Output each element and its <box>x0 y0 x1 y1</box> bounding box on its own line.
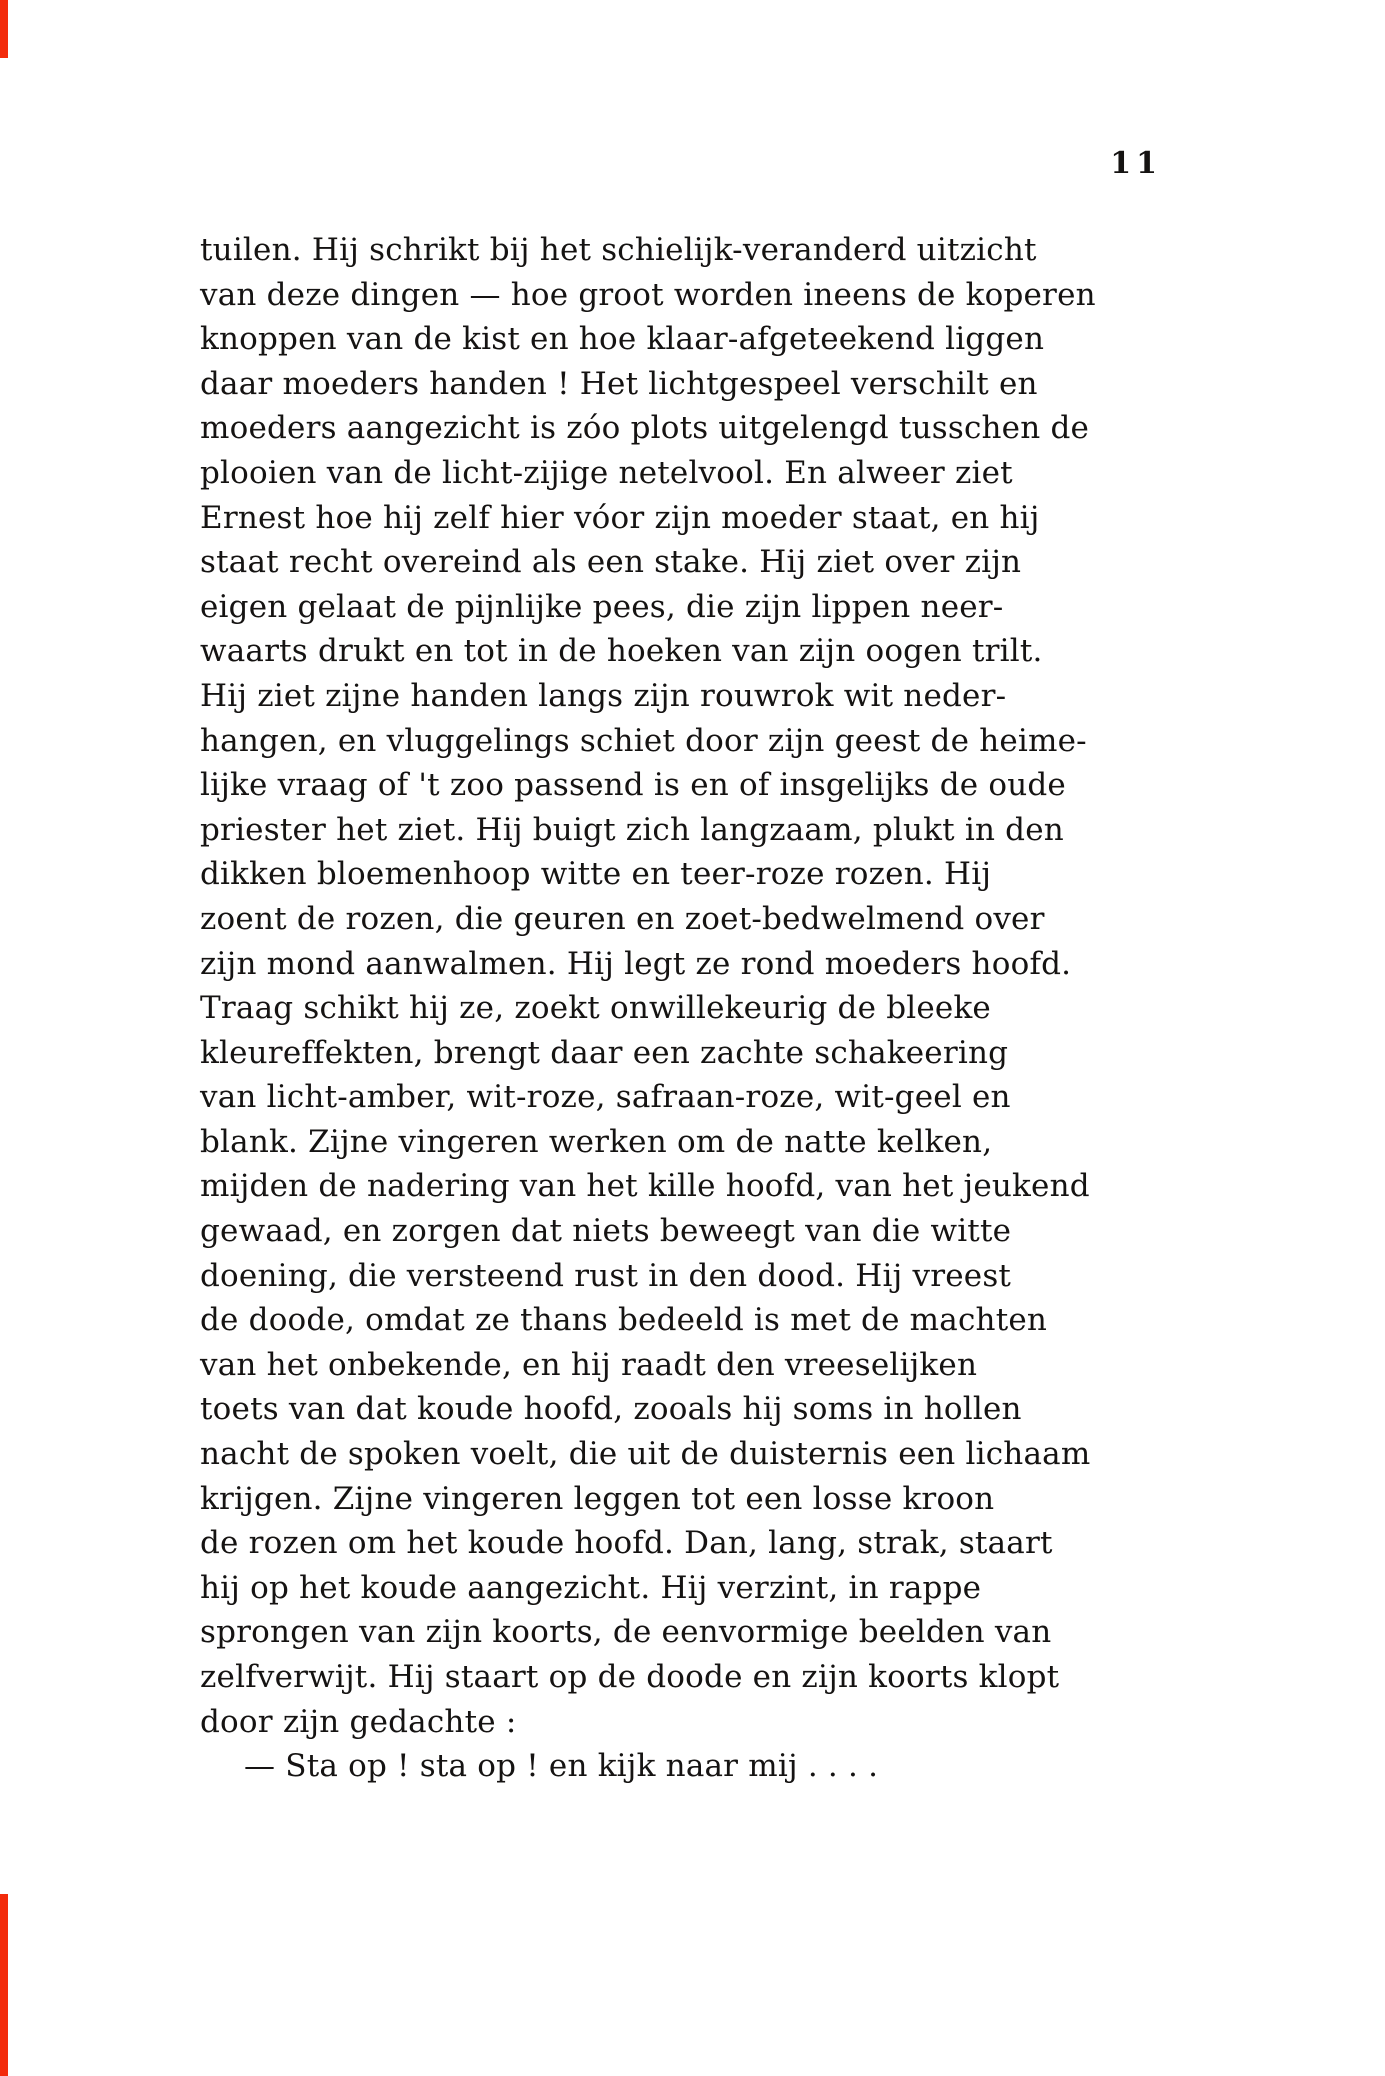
text-line: nacht de spoken voelt, die uit de duisternis een lichaam <box>200 1436 1091 1473</box>
text-line: Hij ziet zijne handen langs zijn rouwrok wit neder- <box>200 677 1007 714</box>
text-line: hangen, en vluggelings schiet door zijn geest de heime- <box>200 722 1087 759</box>
scan-artifact-top-left <box>0 0 8 58</box>
text-line: mijden de nadering van het kille hoofd, van het jeukend <box>200 1168 1090 1205</box>
text-line: Traag schikt hij ze, zoekt onwillekeurig de bleeke <box>200 990 991 1027</box>
text-line: van deze dingen — hoe groot worden ineens de koperen <box>200 276 1096 313</box>
text-line: hij op het koude aangezicht. Hij verzint, in rappe <box>200 1569 982 1606</box>
text-line: tuilen. Hij schrikt bij het schielijk-veranderd uitzicht <box>200 232 1037 268</box>
text-line: kleureffekten, brengt daar een zachte schakeering <box>200 1034 1009 1071</box>
text-line: eigen gelaat de pijnlijke pees, die zijn lippen neer- <box>200 588 1004 625</box>
text-line: de doode, omdat ze thans bedeeld is met de machten <box>200 1302 1048 1339</box>
text-line: staat recht overeind als een stake. Hij ziet over zijn <box>200 544 1022 581</box>
text-line: van licht-amber, wit-roze, safraan-roze, wit-geel en <box>200 1079 1011 1116</box>
text-line: zoent de rozen, die geuren en zoet-bedwelmend over <box>200 900 1045 937</box>
text-line: doening, die versteend rust in den dood. Hij vreest <box>200 1257 1012 1294</box>
page-number: 11 <box>1110 146 1162 181</box>
text-line: moeders aangezicht is zóo plots uitgelengd tusschen de <box>200 410 1090 447</box>
text-line: dikken bloemenhoop witte en teer-roze rozen. Hij <box>200 856 992 893</box>
text-line: Ernest hoe hij zelf hier vóor zijn moeder staat, en hij <box>200 499 1040 536</box>
text-line: plooien van de licht-zijige netelvool. En alweer ziet <box>200 454 1013 491</box>
text-line: van het onbekende, en hij raadt den vreeselijken <box>200 1346 978 1383</box>
text-line: priester het ziet. Hij buigt zich langzaam, plukt in den <box>200 811 1064 848</box>
text-line: daar moeders handen ! Het lichtgespeel verschilt en <box>200 365 1038 402</box>
text-line: waarts drukt en tot in de hoeken van zijn oogen trilt. <box>200 633 1043 670</box>
text-line: blank. Zijne vingeren werken om de natte kelken, <box>200 1123 993 1160</box>
text-line: lijke vraag of 't zoo passend is en of insgelijks de oude <box>200 767 1066 804</box>
text-line: de rozen om het koude hoofd. Dan, lang, strak, staart <box>200 1525 1053 1562</box>
text-line: toets van dat koude hoofd, zooals hij soms in hollen <box>200 1391 1022 1428</box>
scan-artifact-bottom-left <box>0 1894 8 2076</box>
text-line: zelfverwijt. Hij staart op de doode en zijn koorts klopt <box>200 1659 1060 1695</box>
text-line: gewaad, en zorgen dat niets beweegt van die witte <box>200 1213 1012 1250</box>
text-line: door zijn gedachte : <box>200 1703 517 1740</box>
text-line: krijgen. Zijne vingeren leggen tot een losse kroon <box>200 1480 995 1517</box>
text-line: sprongen van zijn koorts, de eenvormige beelden van <box>200 1614 1052 1651</box>
text-line: zijn mond aanwalmen. Hij legt ze rond moeders hoofd. <box>200 945 1072 982</box>
text-line: — Sta op ! sta op ! en kijk naar mij . . . . <box>244 1748 879 1785</box>
text-line: knoppen van de kist en hoe klaar-afgeteekend liggen <box>200 321 1045 358</box>
text-block <box>200 228 1166 1789</box>
